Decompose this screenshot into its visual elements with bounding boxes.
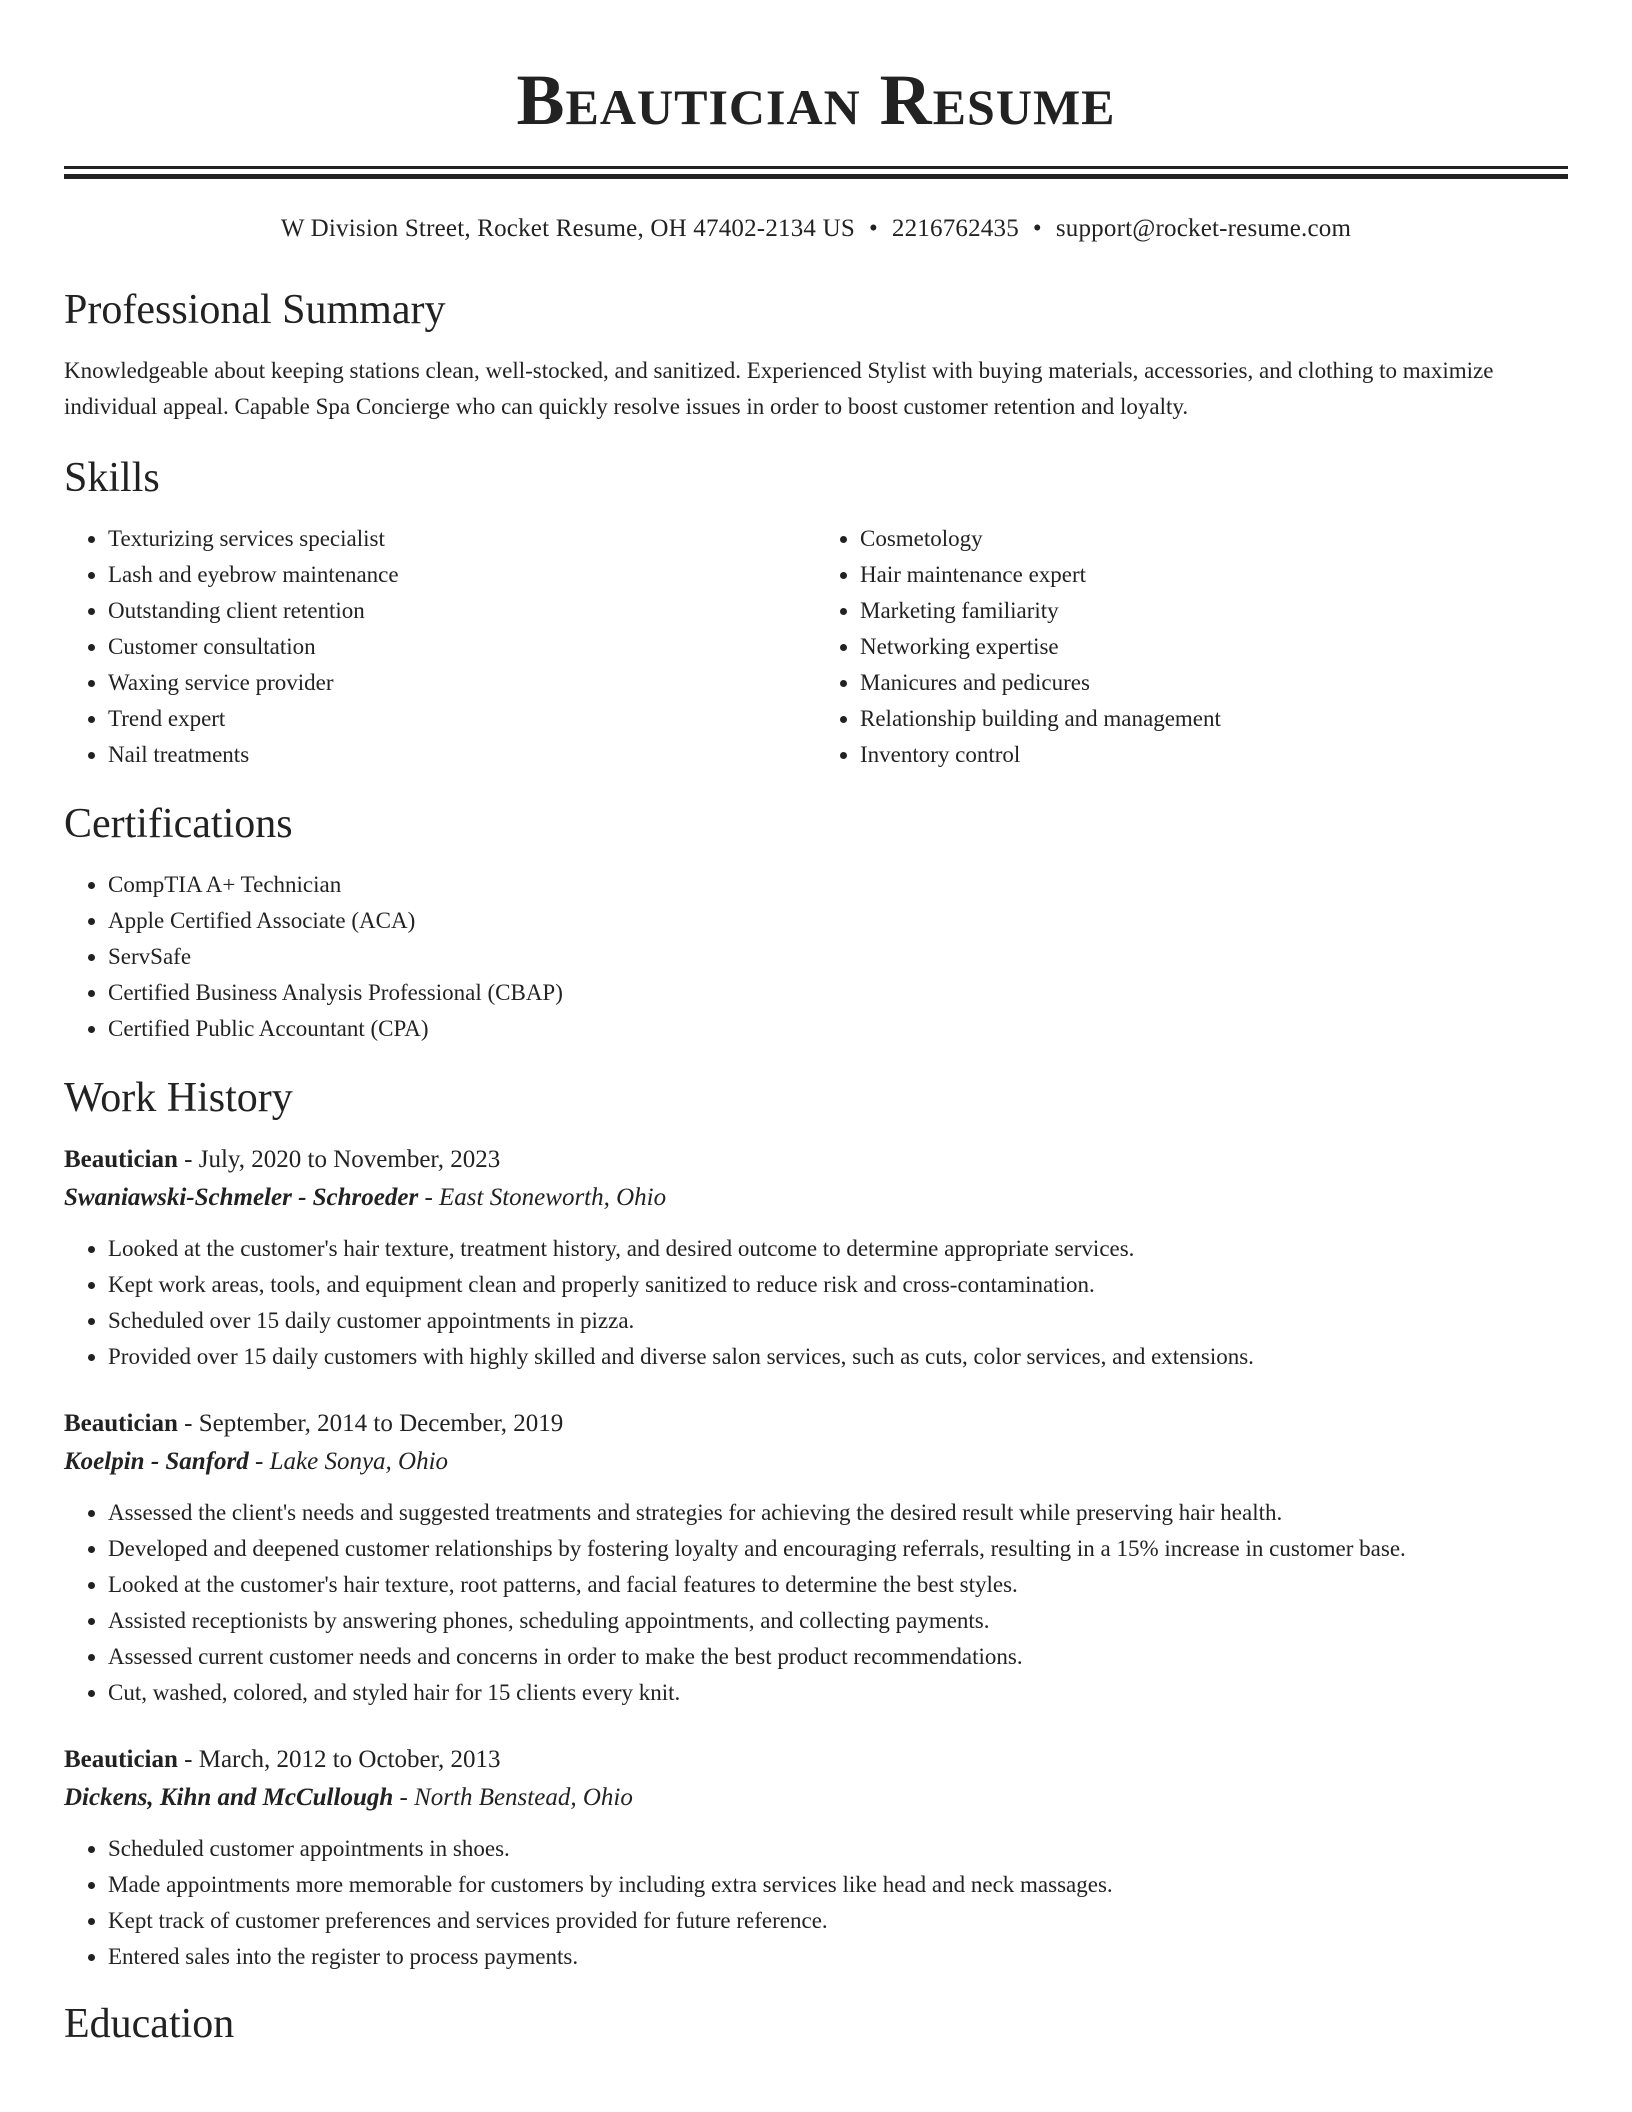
job-title-line bbox=[64, 1141, 1568, 1179]
job-bullet: • Kept track of customer preferences and services provided for future reference. bbox=[108, 1903, 1568, 1939]
skills-list-right bbox=[816, 521, 1568, 773]
work-history-heading: Work History bbox=[64, 1075, 293, 1121]
certifications-list bbox=[64, 867, 1568, 1047]
job-dash: - bbox=[177, 1746, 199, 1773]
job-role: Beautician bbox=[64, 1746, 178, 1773]
job-bullet: • Provided over 15 daily customers with highly skilled and diverse salon services, such as cuts, color services, and extensions. bbox=[108, 1339, 1568, 1375]
job-dates: March, 2012 to October, 2013 bbox=[198, 1746, 501, 1773]
job-location: North Benstead, Ohio bbox=[414, 1784, 633, 1811]
skill-item: • Lash and eyebrow maintenance bbox=[108, 557, 816, 593]
job-dash: - bbox=[248, 1448, 270, 1475]
skills-list-left bbox=[64, 521, 816, 773]
summary-heading: Professional Summary bbox=[64, 287, 446, 333]
title-divider-bottom bbox=[64, 174, 1568, 179]
job-bullet: • Looked at the customer's hair texture, root patterns, and facial features to determine the best styles. bbox=[108, 1567, 1568, 1603]
job-bullet: • Developed and deepened customer relationships by fostering loyalty and encouraging referrals, resulting in a 15% increase in customer base. bbox=[108, 1531, 1568, 1567]
certification-item: • CompTIA A+ Technician bbox=[108, 867, 1568, 903]
skill-item: • Customer consultation bbox=[108, 629, 816, 665]
skills-columns bbox=[64, 521, 1568, 773]
job-dates: September, 2014 to December, 2019 bbox=[198, 1410, 564, 1437]
job-company: Swaniawski-Schmeler - Schroeder bbox=[64, 1184, 419, 1211]
job-dash: - bbox=[393, 1784, 415, 1811]
contact-email: support@rocket-resume.com bbox=[1055, 215, 1352, 242]
job-bullet: • Scheduled customer appointments in shoes. bbox=[108, 1831, 1568, 1867]
certification-item: • Certified Business Analysis Professional (CBAP) bbox=[108, 975, 1568, 1011]
contact-address: W Division Street, Rocket Resume, OH 47402-2134 US bbox=[280, 215, 855, 242]
skill-item: • Networking expertise bbox=[860, 629, 1568, 665]
certification-item: • Certified Public Accountant (CPA) bbox=[108, 1011, 1568, 1047]
job-bullet: • Assessed the client's needs and suggested treatments and strategies for achieving the desired result while preserving hair health. bbox=[108, 1495, 1568, 1531]
job-bullet: • Cut, washed, colored, and styled hair for 15 clients every knit. bbox=[108, 1675, 1568, 1711]
job-bullet: • Assisted receptionists by answering phones, scheduling appointments, and collecting payments. bbox=[108, 1603, 1568, 1639]
job-role: Beautician bbox=[64, 1146, 178, 1173]
certifications-heading: Certifications bbox=[64, 801, 293, 847]
job-dash: - bbox=[418, 1184, 440, 1211]
certification-item: • Apple Certified Associate (ACA) bbox=[108, 903, 1568, 939]
job-dates: July, 2020 to November, 2023 bbox=[198, 1146, 501, 1173]
contact-phone: 2216762435 bbox=[891, 215, 1019, 242]
job-bullets bbox=[64, 1231, 1568, 1375]
job-bullet: • Made appointments more memorable for customers by including extra services like head and neck massages. bbox=[108, 1867, 1568, 1903]
skill-item: • Waxing service provider bbox=[108, 665, 816, 701]
job-title-line bbox=[64, 1741, 1568, 1779]
job-location: East Stoneworth, Ohio bbox=[439, 1184, 667, 1211]
job-dash: - bbox=[177, 1146, 199, 1173]
skill-item: • Manicures and pedicures bbox=[860, 665, 1568, 701]
title-divider-top bbox=[64, 166, 1568, 169]
skill-item: • Cosmetology bbox=[860, 521, 1568, 557]
job-company: Dickens, Kihn and McCullough bbox=[64, 1784, 394, 1811]
job-entry bbox=[64, 1141, 1568, 1375]
job-company: Koelpin - Sanford bbox=[64, 1448, 249, 1475]
job-entry bbox=[64, 1741, 1568, 1975]
job-location: Lake Sonya, Ohio bbox=[269, 1448, 449, 1475]
skill-item: • Outstanding client retention bbox=[108, 593, 816, 629]
job-dash: - bbox=[177, 1410, 199, 1437]
job-company-line bbox=[64, 1443, 1568, 1481]
skill-item: • Hair maintenance expert bbox=[860, 557, 1568, 593]
job-bullet: • Scheduled over 15 daily customer appointments in pizza. bbox=[108, 1303, 1568, 1339]
skill-item: • Texturizing services specialist bbox=[108, 521, 816, 557]
job-company-line bbox=[64, 1779, 1568, 1817]
job-bullets bbox=[64, 1831, 1568, 1975]
skill-item: • Trend expert bbox=[108, 701, 816, 737]
contact-line bbox=[64, 213, 1568, 245]
certification-item: • ServSafe bbox=[108, 939, 1568, 975]
skill-item: • Nail treatments bbox=[108, 737, 816, 773]
job-bullet: • Entered sales into the register to process payments. bbox=[108, 1939, 1568, 1975]
job-title-line bbox=[64, 1405, 1568, 1443]
job-company-line bbox=[64, 1179, 1568, 1217]
job-entry bbox=[64, 1405, 1568, 1711]
skill-item: • Relationship building and management bbox=[860, 701, 1568, 737]
job-bullet: • Kept work areas, tools, and equipment clean and properly sanitized to reduce risk and cross-contamination. bbox=[108, 1267, 1568, 1303]
job-role: Beautician bbox=[64, 1410, 178, 1437]
job-bullet: • Assessed current customer needs and concerns in order to make the best product recommendations. bbox=[108, 1639, 1568, 1675]
summary-text: Knowledgeable about keeping stations clean, well-stocked, and sanitized. Experienced Stylist with buying materials, accessories, and clothing to maximize individual appeal. Capable Spa Concierge who can quickly resolve issues in order to boost customer retention and loyalty. bbox=[64, 358, 1494, 419]
resume-title: Beautician Resume bbox=[516, 60, 1116, 140]
education-heading: Education bbox=[64, 2001, 235, 2047]
contact-separator: • bbox=[868, 215, 878, 242]
job-bullets bbox=[64, 1495, 1568, 1711]
skills-heading: Skills bbox=[64, 455, 160, 501]
skill-item: • Marketing familiarity bbox=[860, 593, 1568, 629]
contact-separator: • bbox=[1032, 215, 1042, 242]
job-bullet: • Looked at the customer's hair texture, treatment history, and desired outcome to determine appropriate services. bbox=[108, 1231, 1568, 1267]
skill-item: • Inventory control bbox=[860, 737, 1568, 773]
